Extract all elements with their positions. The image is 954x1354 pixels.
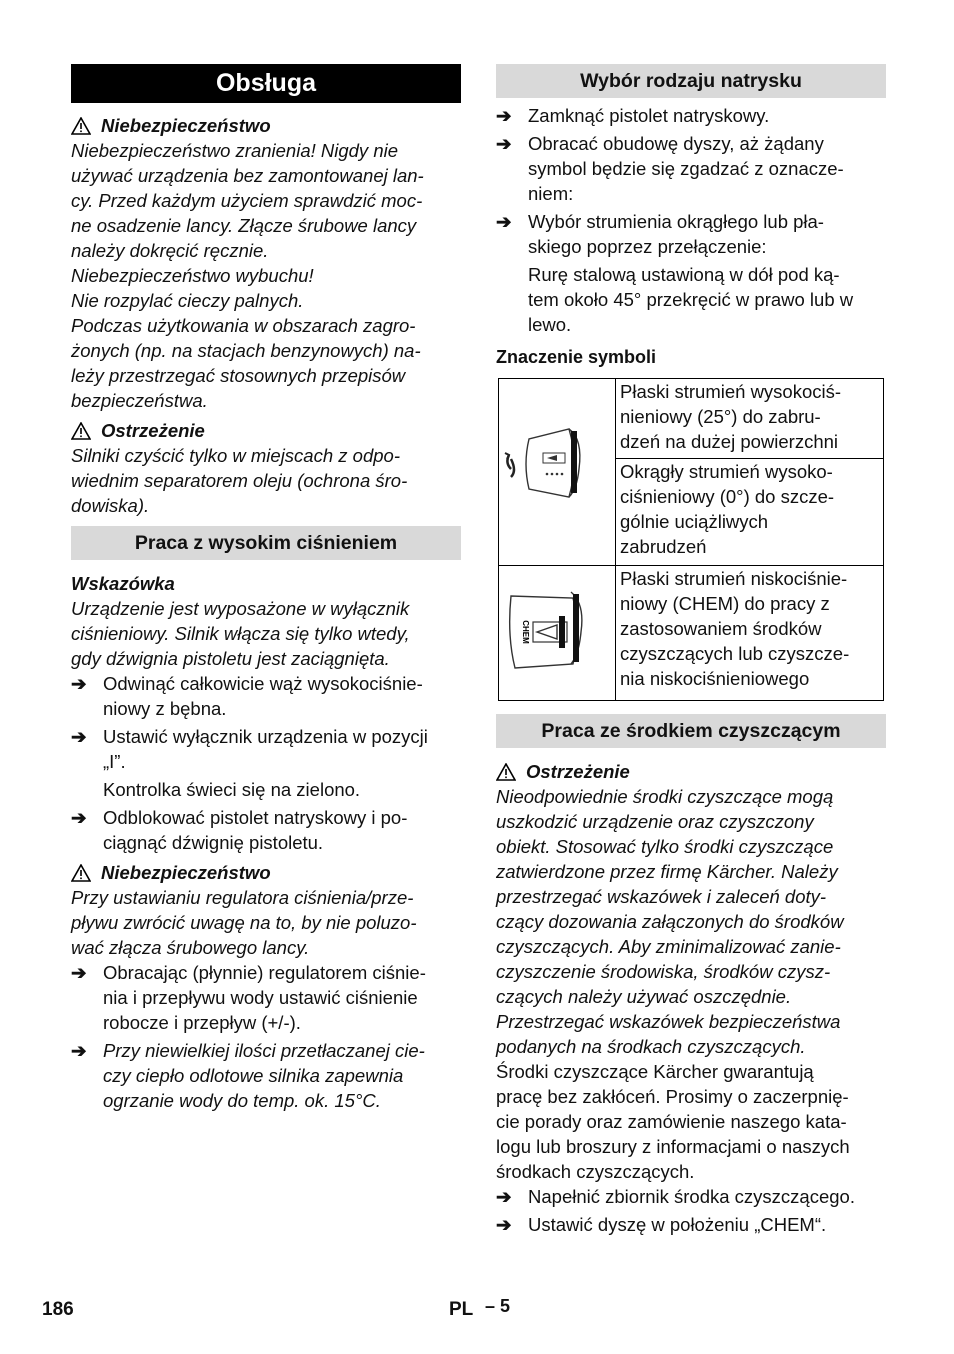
warning-triangle-icon (71, 422, 91, 440)
text-line: lewo. (528, 314, 572, 335)
chem-nozzle-icon (499, 566, 615, 694)
danger-label: Niebezpieczeństwo (101, 862, 271, 883)
nozzle-rotate-illustration (499, 379, 616, 566)
warning-label: Ostrzeżenie (101, 420, 205, 441)
text-line: cy. Przed każdym użyciem sprawdzić moc- (71, 190, 423, 211)
nozzle-chem-illustration (499, 566, 616, 701)
text-line: ciśnieniowy (0°) do szcze- (620, 486, 835, 508)
text-line: Przestrzegać wskazówek bezpieczeństwa (496, 1011, 841, 1032)
arrow-right-icon: ➔ (71, 1040, 87, 1061)
symbol-description-chem (616, 566, 884, 701)
text-line: Odwinąć całkowicie wąż wysokociśnie- (103, 673, 423, 694)
arrow-right-icon: ➔ (496, 105, 512, 126)
text-line: ogrzanie wody do temp. ok. 15°C. (103, 1090, 381, 1111)
arrow-right-icon: ➔ (496, 211, 512, 232)
text-line: tem około 45° przekręcić w prawo lub w (528, 289, 854, 310)
text-line: Okrągły strumień wysoko- (620, 461, 833, 483)
sub-page-number: – 5 (485, 1296, 511, 1316)
arrow-right-icon: ➔ (496, 133, 512, 154)
text-line: Środki czyszczące Kärcher gwarantują (496, 1061, 814, 1082)
text-line: zabrudzeń (620, 536, 707, 558)
text-line: ciśnieniowy. Silnik włącza się tylko wtedy, (71, 623, 410, 644)
text-line: żonych (np. na stacjach benzynowych) na- (71, 340, 421, 361)
text-line: uszkodzić urządzenie oraz czyszczony (496, 811, 814, 832)
text-line: ciągnąć dźwignię pistoletu. (103, 832, 324, 853)
text-line: czy ciepło odlotowe silnika zapewnia (103, 1065, 404, 1086)
text-line: czyszczących lub czyszcze- (620, 643, 850, 664)
text-line: Nieodpowiednie środki czyszczące mogą (496, 786, 834, 807)
text-line: ne osadzenie lancy. Złącze śrubowe lancy (71, 215, 417, 236)
symbol-description-flat-hp (616, 379, 884, 459)
text-line: Ustawić wyłącznik urządzenia w pozycji (103, 726, 428, 747)
right-column (496, 64, 886, 1237)
warning-label: Ostrzeżenie (526, 761, 630, 782)
step-detail (496, 262, 886, 337)
text-line: Nie rozpylać cieczy palnych. (71, 290, 304, 311)
info-text (496, 1059, 886, 1184)
page-number: 186 (42, 1299, 74, 1320)
text-line: symbol będzie się zgadzać z oznacze- (528, 158, 844, 179)
arrow-right-icon: ➔ (71, 673, 87, 694)
text-line: nieniowy (25°) do zabru- (620, 406, 821, 427)
symbols-heading: Znaczenie symboli (496, 347, 657, 367)
text-line: „I”. (103, 751, 126, 772)
text-line: gdy dźwignia pistoletu jest zaciągnięta. (71, 648, 390, 669)
text-line: cie porady oraz zamówienie naszego kata- (496, 1111, 847, 1132)
text-line: obiekt. Stosować tylko środki czyszczące (496, 836, 834, 857)
danger-notice-2 (71, 860, 461, 885)
nozzle-icon (499, 379, 615, 559)
text-line: Podczas użytkowania w obszarach zagro- (71, 315, 416, 336)
text-line: Obracać obudowę dyszy, aż żądany (528, 133, 824, 154)
instruction-step (496, 209, 886, 259)
text-line: czących należy używać oszczędnie. (496, 986, 792, 1007)
text-line: wać złącza śrubowego lancy. (71, 937, 310, 958)
text-line: Niebezpieczeństwo wybuchu! (71, 265, 314, 286)
danger-notice-1 (71, 113, 461, 138)
text-line: Przy ustawianiu regulatora ciśnienia/prze- (71, 887, 414, 908)
section-heading-spray-type: Wybór rodzaju natrysku (496, 64, 886, 98)
instruction-step (496, 131, 886, 206)
warning-text-1 (71, 443, 461, 518)
text-line: Urządzenie jest wyposażone w wyłącznik (71, 598, 410, 619)
warning-triangle-icon (496, 763, 516, 781)
text-line: Przy niewielkiej ilości przetłaczanej cie- (103, 1040, 425, 1061)
text-line: niowy (CHEM) do pracy z (620, 593, 830, 614)
instruction-step (71, 1038, 461, 1113)
text-line: środkach czyszczących. (496, 1161, 695, 1182)
warning-notice-1 (71, 418, 461, 443)
instruction-step (496, 103, 886, 128)
section-title-obsluga: Obsługa (71, 64, 461, 103)
text-line: podanych na środkach czyszczących. (496, 1036, 806, 1057)
text-line: używać urządzenia bez zamontowanej lan- (71, 165, 424, 186)
instruction-step (496, 1212, 886, 1237)
text-line: Silniki czyścić tylko w miejscach z odpo- (71, 445, 400, 466)
note-text (71, 596, 461, 671)
warning-triangle-icon (71, 864, 91, 882)
text-line: dowiska). (71, 495, 150, 516)
text-line: leży przestrzegać stosownych przepisów (71, 365, 406, 386)
text-line: czyszczących. Aby zminimalizować zanie- (496, 936, 841, 957)
section-heading-high-pressure: Praca z wysokim ciśnieniem (71, 526, 461, 560)
text-line: niem: (528, 183, 574, 204)
note-label: Wskazówka (71, 573, 175, 594)
text-line: zatwierdzone przez firmę Kärcher. Należy (496, 861, 838, 882)
warning-text-2 (496, 784, 886, 1059)
text-line: Niebezpieczeństwo zranienia! Nigdy nie (71, 140, 399, 161)
section-heading-detergent: Praca ze środkiem czyszczącym (496, 714, 886, 748)
text-line: czący dozowania załączonych do środków (496, 911, 844, 932)
text-line: Odblokować pistolet natryskowy i po- (103, 807, 408, 828)
text-line: skiego poprzez przełączenie: (528, 236, 767, 257)
instruction-step (71, 724, 461, 774)
text-line: logu lub broszury z informacjami o naszych (496, 1136, 850, 1157)
text-line: zastosowaniem środków (620, 618, 822, 639)
text-line: Zamknąć pistolet natryskowy. (528, 105, 770, 126)
text-line: nia i przepływu wody ustawić ciśnienie (103, 987, 418, 1008)
arrow-right-icon: ➔ (496, 1214, 512, 1235)
text-line: należy dokręcić ręcznie. (71, 240, 269, 261)
warning-notice-2 (496, 759, 886, 784)
text-line: Ustawić dyszę w położeniu „CHEM“. (528, 1214, 827, 1235)
text-line: pływu zwrócić uwagę na to, by nie poluzo- (71, 912, 417, 933)
danger-label: Niebezpieczeństwo (101, 115, 271, 136)
text-line: niowy z bębna. (103, 698, 227, 719)
language-code: PL (449, 1299, 474, 1320)
symbol-description-round-hp (616, 459, 884, 566)
warning-triangle-icon (71, 117, 91, 135)
text-line: Wybór strumienia okrągłego lub pła- (528, 211, 824, 232)
chem-label: CHEM (521, 620, 530, 644)
instruction-step (71, 671, 461, 721)
instruction-step (71, 805, 461, 855)
arrow-right-icon: ➔ (71, 726, 87, 747)
danger-text-2 (71, 885, 461, 960)
step-result: Kontrolka świeci się na zielono. (103, 779, 361, 800)
arrow-right-icon: ➔ (71, 807, 87, 828)
arrow-right-icon: ➔ (71, 962, 87, 983)
text-line: wiednim separatorem oleju (ochrona śro- (71, 470, 408, 491)
text-line: pracę bez zakłóceń. Prosimy o zaczerpnię- (496, 1086, 849, 1107)
left-column (71, 64, 461, 1113)
danger-text-1 (71, 138, 461, 413)
text-line: przestrzegać wskazówek i zaleceń doty- (496, 886, 827, 907)
arrow-right-icon: ➔ (496, 1186, 512, 1207)
text-line: dzeń na dużej powierzchni (620, 431, 839, 452)
text-line: Płaski strumień wysokociś- (620, 381, 842, 402)
instruction-step (496, 1184, 886, 1209)
text-line: Rurę stalową ustawioną w dół pod ką- (528, 264, 840, 285)
text-line: gólnie uciążliwych (620, 511, 769, 533)
text-line: bezpieczeństwa. (71, 390, 208, 411)
text-line: nia niskociśnieniowego (620, 668, 810, 689)
text-line: Płaski strumień niskociśnie- (620, 568, 848, 589)
instruction-step (71, 960, 461, 1035)
text-line: Napełnić zbiornik środka czyszczącego. (528, 1186, 855, 1207)
text-line: czyszczenie środowiska, środków czysz- (496, 961, 831, 982)
text-line: robocze i przepływ (+/-). (103, 1012, 301, 1033)
symbols-table (498, 378, 884, 701)
text-line: Obracając (płynnie) regulatorem ciśnie- (103, 962, 426, 983)
